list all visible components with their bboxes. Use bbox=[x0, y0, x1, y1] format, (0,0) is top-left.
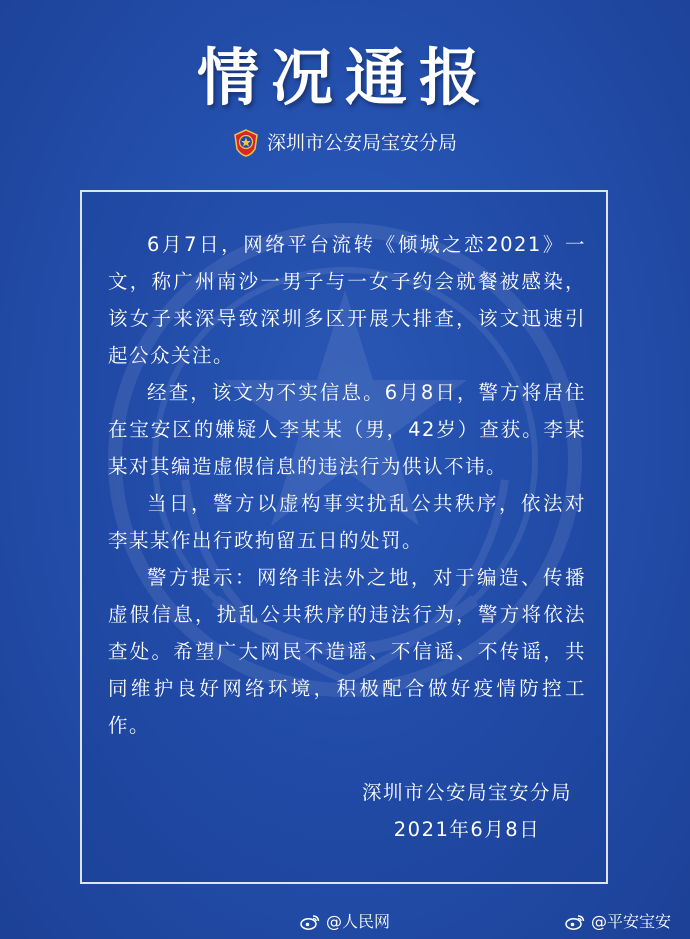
paragraph: 6月7日，网络平台流转《倾城之恋2021》一文，称广州南沙一男子与一女子约会就餐被感染，该女子来深导致深圳多区开展大排查，该文迅速引起公众关注。 bbox=[108, 233, 586, 367]
org-header bbox=[0, 128, 690, 158]
signoff-date: 2021年6月8日 bbox=[393, 818, 541, 841]
weibo-icon bbox=[300, 914, 320, 930]
watermark-handle: @人民网 bbox=[326, 912, 391, 931]
weibo-icon bbox=[565, 914, 585, 930]
signoff-org: 深圳市公安局宝安分局 bbox=[361, 781, 572, 804]
org-header-label: 深圳市公安局宝安分局 bbox=[266, 132, 457, 154]
paragraph: 警方提示：网络非法外之地，对于编造、传播虚假信息，扰乱公共秩序的违法行为，警方将依法查处。希望广大网民不造谣、不信谣、不传谣，共同维护良好网络环境，积极配合做好疫情防控工作。 bbox=[108, 566, 586, 737]
paragraph: 当日，警方以虚构事实扰乱公共秩序，依法对李某某作出行政拘留五日的处罚。 bbox=[108, 492, 586, 552]
paragraph: 经查，该文为不实信息。6月8日，警方将居住在宝安区的嫌疑人李某某（男，42岁）查获。李某某对其编造虚假信息的违法行为供认不讳。 bbox=[108, 381, 586, 478]
watermark-handle: @平安宝安 bbox=[591, 912, 672, 931]
page-title: 情况通报 bbox=[196, 41, 493, 114]
footer-watermarks bbox=[0, 904, 690, 939]
watermark-pinganbaoan bbox=[565, 904, 671, 939]
notice-body bbox=[108, 226, 586, 744]
signoff bbox=[362, 774, 572, 848]
police-badge-icon bbox=[233, 129, 259, 157]
watermark-renminwang bbox=[300, 904, 390, 939]
